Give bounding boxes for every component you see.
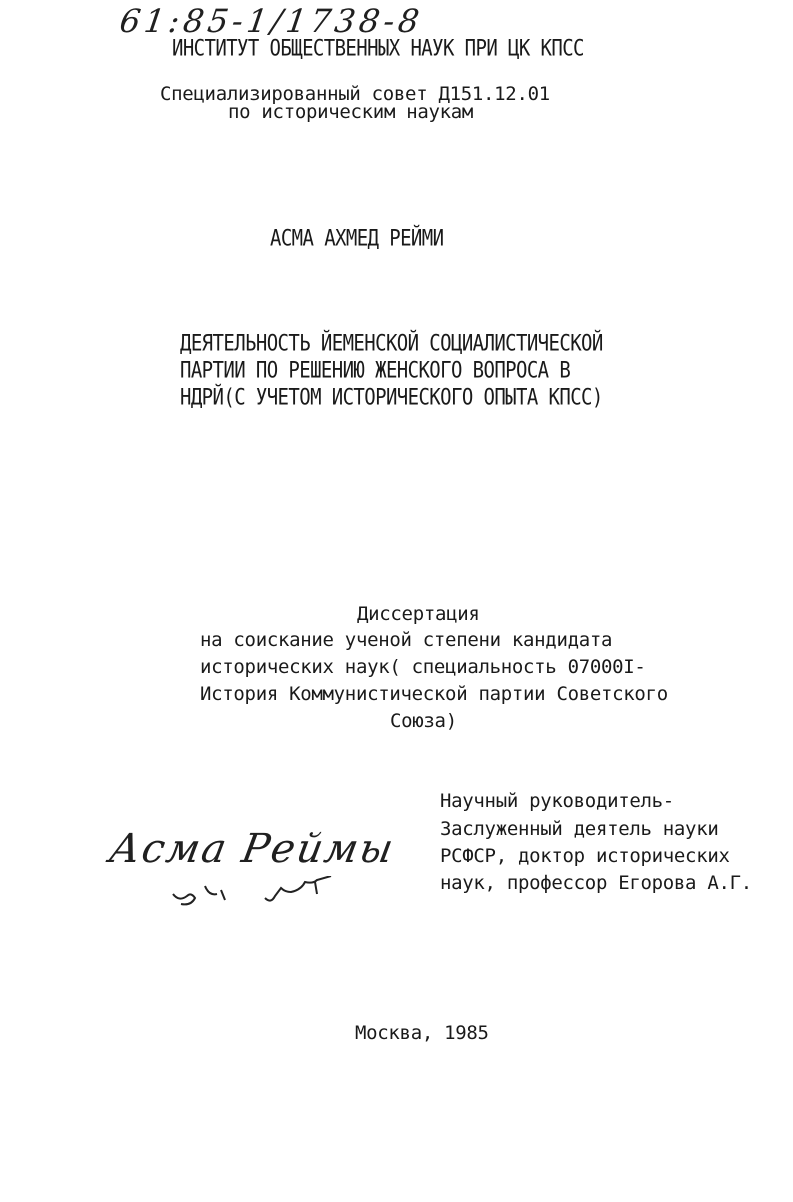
title-line-2: ПАРТИИ ПО РЕШЕНИЮ ЖЕНСКОГО ВОПРОСА В [180, 358, 571, 384]
supervisor-line-1: Научный руководитель- [440, 790, 674, 812]
arabic-signature-icon [165, 876, 355, 916]
council-line-2: по историческим наукам [228, 101, 474, 123]
title-line-1: ДЕЯТЕЛЬНОСТЬ ЙЕМЕНСКОЙ СОЦИАЛИСТИЧЕСКОЙ [180, 331, 603, 357]
supervisor-line-2: Заслуженный деятель науки [440, 818, 719, 840]
dissertation-line-5: Союза) [390, 710, 457, 732]
supervisor-line-4: наук, профессор Егорова А.Г. [440, 872, 752, 894]
author-name: АСМА АХМЕД РЕЙМИ [270, 226, 444, 252]
dissertation-line-2: на соискание ученой степени кандидата [200, 629, 613, 651]
council-line-1: Специализированный совет Д151.12.01 [160, 83, 550, 105]
title-line-3: НДРЙ(С УЧЕТОМ ИСТОРИЧЕСКОГО ОПЫТА КПСС) [180, 385, 603, 411]
signature-handwritten: Асма Реймы [105, 826, 399, 872]
supervisor-line-3: РСФСР, доктор исторических [440, 845, 730, 867]
archive-number-handwritten: 61:85-1/1738-8 [117, 2, 426, 40]
dissertation-line-4: История Коммунистической партии Советского [200, 683, 668, 705]
dissertation-line-3: исторических наук( специальность 07000I- [200, 656, 646, 678]
city-year: Москва, 1985 [355, 1022, 489, 1044]
dissertation-line-1: Диссертация [357, 603, 480, 625]
institute-header: ИНСТИТУТ ОБЩЕСТВЕННЫХ НАУК ПРИ ЦК КПСС [172, 36, 584, 62]
